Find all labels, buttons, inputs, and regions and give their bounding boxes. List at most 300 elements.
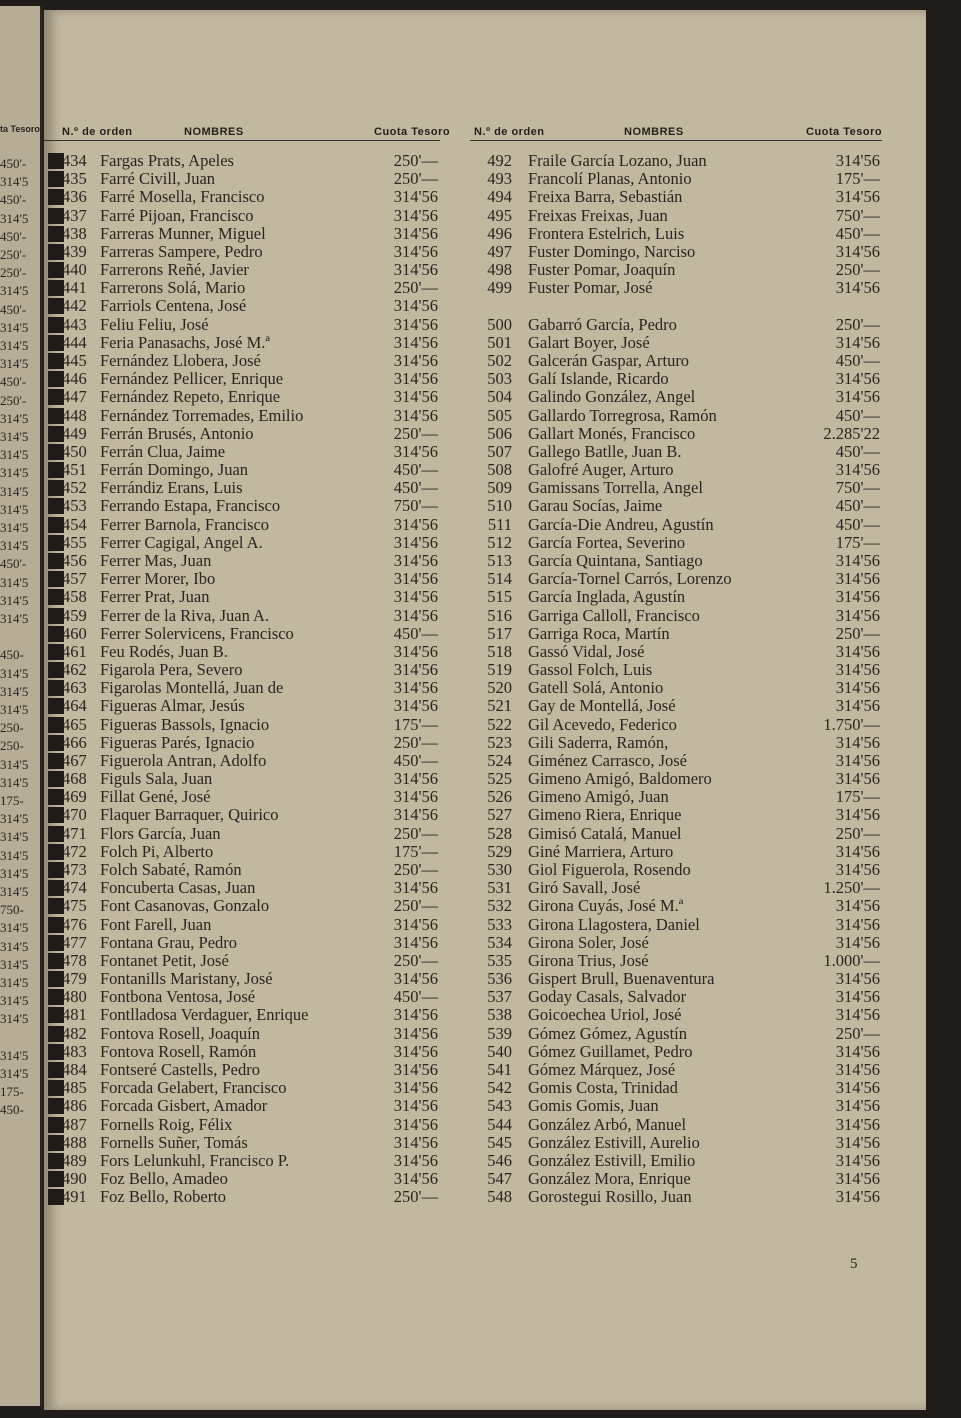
quota-amount: 314'56 xyxy=(835,841,880,861)
list-item xyxy=(46,425,452,443)
list-item xyxy=(470,261,880,279)
order-number: 477 xyxy=(62,932,87,952)
quota-amount: 1.750'— xyxy=(823,714,880,734)
member-name: García-Die Andreu, Agustín xyxy=(528,514,714,534)
quota-amount: 314'56 xyxy=(393,1150,438,1170)
quota-amount: 314'56 xyxy=(393,969,438,989)
quota-amount: 314'56 xyxy=(835,732,880,752)
list-item xyxy=(46,1134,452,1152)
member-name: Galofré Auger, Arturo xyxy=(528,460,674,480)
order-number: 508 xyxy=(487,460,512,480)
previous-page-amount: 314'5 xyxy=(0,975,29,990)
quota-amount: 314'56 xyxy=(835,151,880,170)
member-name: Foncuberta Casas, Juan xyxy=(100,878,256,898)
order-number: 529 xyxy=(487,841,512,861)
list-item xyxy=(470,734,880,752)
member-name: Farré Civill, Juan xyxy=(100,169,216,189)
order-number: 514 xyxy=(487,569,512,589)
order-number: 439 xyxy=(62,241,87,261)
quota-amount: 250'— xyxy=(393,1187,438,1207)
list-item xyxy=(470,879,880,897)
member-name: Figuerola Antran, Adolfo xyxy=(100,750,267,770)
order-number: 458 xyxy=(62,587,87,607)
quota-amount: 314'56 xyxy=(835,914,880,934)
order-number: 489 xyxy=(62,1150,87,1170)
list-item xyxy=(46,643,452,661)
quota-amount: 314'56 xyxy=(835,1132,880,1152)
list-item xyxy=(46,279,452,297)
quota-header-right: Cuota Tesoro xyxy=(806,126,883,138)
order-number: 452 xyxy=(62,478,87,498)
quota-amount: 314'56 xyxy=(393,241,438,261)
list-item xyxy=(470,1188,880,1206)
member-name: Ferrer de la Riva, Juan A. xyxy=(100,605,270,625)
order-number: 526 xyxy=(487,787,512,807)
quota-amount: 450'— xyxy=(835,223,880,243)
member-name: Flors García, Juan xyxy=(100,823,221,843)
order-number: 496 xyxy=(487,223,512,243)
member-name: García Fortea, Severino xyxy=(528,532,686,552)
order-number: 460 xyxy=(62,623,87,643)
member-name: Galindo González, Angel xyxy=(528,387,696,407)
order-number: 527 xyxy=(487,805,512,825)
list-item xyxy=(470,388,880,406)
order-number: 538 xyxy=(487,1005,512,1025)
list-item xyxy=(46,1116,452,1134)
order-number: 532 xyxy=(487,896,512,916)
member-name: Fontova Rosell, Ramón xyxy=(100,1041,257,1061)
order-number: 453 xyxy=(62,496,87,516)
previous-page-amount: 450'- xyxy=(0,192,27,208)
order-number: 502 xyxy=(487,350,512,370)
quota-amount: 314'56 xyxy=(835,1150,880,1170)
member-name: Folch Pi, Alberto xyxy=(100,841,214,861)
member-name: Figuls Sala, Juan xyxy=(100,769,213,789)
order-number: 536 xyxy=(487,969,512,989)
header-rule-left xyxy=(44,140,440,141)
quota-amount: 314'56 xyxy=(393,805,438,825)
order-number: 541 xyxy=(487,1060,512,1079)
member-name: Francolí Planas, Antonio xyxy=(528,169,692,189)
order-number: 506 xyxy=(487,423,512,443)
list-item xyxy=(470,243,880,261)
quota-amount: 175'— xyxy=(393,841,438,861)
order-number: 484 xyxy=(62,1060,87,1079)
member-name: Farré Pijoan, Francisco xyxy=(100,205,254,225)
member-name: Fontova Rosell, Joaquín xyxy=(100,1023,260,1043)
member-name: González Estivill, Aurelio xyxy=(528,1132,700,1152)
list-item xyxy=(470,534,880,552)
member-name: Gomis Gomis, Juan xyxy=(528,1096,659,1116)
member-name: Font Farell, Juan xyxy=(100,914,212,934)
order-number: 510 xyxy=(487,496,512,516)
member-name: Goicoechea Uriol, José xyxy=(528,1005,682,1025)
quota-amount: 450'— xyxy=(393,623,438,643)
order-number: 463 xyxy=(62,678,87,698)
list-item xyxy=(470,643,880,661)
member-name: Freixa Barra, Sebastián xyxy=(528,187,683,207)
order-number: 524 xyxy=(487,750,512,770)
quota-amount: 250'— xyxy=(393,860,438,880)
member-name: Ferrán Brusés, Antonio xyxy=(100,423,254,443)
order-number: 469 xyxy=(62,787,87,807)
previous-page-amount: 314'5 xyxy=(0,884,29,899)
list-item xyxy=(46,1188,452,1206)
previous-page-amount: 250- xyxy=(0,738,24,754)
quota-amount: 314'56 xyxy=(835,241,880,261)
previous-page-amount: 314'5 xyxy=(0,465,29,481)
quota-amount: 450'— xyxy=(393,460,438,480)
quota-amount: 314'56 xyxy=(393,314,438,334)
order-number: 518 xyxy=(487,641,512,661)
quota-amount: 450'— xyxy=(835,405,880,425)
order-number: 490 xyxy=(62,1169,87,1189)
quota-amount: 314'56 xyxy=(393,605,438,625)
member-name: Feu Rodés, Juan B. xyxy=(100,641,228,661)
order-number: 515 xyxy=(487,587,512,607)
list-item xyxy=(470,170,880,188)
list-item xyxy=(470,1006,880,1024)
list-item xyxy=(46,843,452,861)
previous-page-amount: 314'5 xyxy=(0,920,29,936)
quota-amount: 314'56 xyxy=(835,696,880,716)
list-item xyxy=(46,352,452,370)
order-number: 505 xyxy=(487,405,512,425)
member-name: Gomis Costa, Trinidad xyxy=(528,1078,678,1098)
order-number: 545 xyxy=(487,1132,512,1152)
list-item xyxy=(46,334,452,352)
member-name: Gallart Monés, Francisco xyxy=(528,423,696,443)
list-item xyxy=(470,970,880,988)
previous-page-edge xyxy=(0,6,43,1406)
list-item xyxy=(46,861,452,879)
quota-amount: 250'— xyxy=(393,896,438,916)
quota-amount: 250'— xyxy=(393,950,438,970)
list-item xyxy=(46,370,452,388)
order-number: 547 xyxy=(487,1169,512,1189)
list-item xyxy=(470,552,880,570)
list-item xyxy=(46,243,452,261)
member-name: Fontanills Maristany, José xyxy=(100,969,273,989)
quota-amount: 314'56 xyxy=(393,1132,438,1152)
order-number: 446 xyxy=(62,369,87,389)
member-name: Gimeno Riera, Enrique xyxy=(528,805,682,825)
quota-amount: 314'56 xyxy=(835,460,880,480)
order-number: 470 xyxy=(62,805,87,825)
order-number: 516 xyxy=(487,605,512,625)
order-number: 444 xyxy=(62,332,87,352)
previous-page-amount: 314'5 xyxy=(0,702,29,717)
order-number: 449 xyxy=(62,423,87,443)
list-item xyxy=(46,534,452,552)
order-number: 544 xyxy=(487,1114,512,1134)
quota-amount: 314'56 xyxy=(835,569,880,589)
quota-amount: 314'56 xyxy=(393,660,438,680)
member-name: Gómez Guillamet, Pedro xyxy=(528,1041,693,1061)
quota-amount: 314'56 xyxy=(393,914,438,934)
list-item xyxy=(46,625,452,643)
order-number: 513 xyxy=(487,550,512,570)
member-name: Figarolas Montellá, Juan de xyxy=(100,678,284,698)
list-item xyxy=(46,497,452,515)
quota-amount: 314'56 xyxy=(393,514,438,534)
order-number: 487 xyxy=(62,1114,87,1134)
list-item xyxy=(470,1061,880,1079)
order-number: 537 xyxy=(487,987,512,1007)
member-name: Freixas Freixas, Juan xyxy=(528,205,668,225)
list-item xyxy=(46,952,452,970)
quota-amount: 314'56 xyxy=(393,1023,438,1043)
previous-page-amount: 314'5 xyxy=(0,993,29,1009)
list-item xyxy=(470,1043,880,1061)
quota-amount: 314'56 xyxy=(393,769,438,789)
order-number: 441 xyxy=(62,278,87,298)
previous-page-amount xyxy=(0,1030,36,1046)
previous-page-amount: 450'- xyxy=(0,156,27,171)
list-item xyxy=(470,697,880,715)
order-number: 517 xyxy=(487,623,512,643)
member-name: Frontera Estelrich, Luis xyxy=(528,223,685,243)
order-number: 485 xyxy=(62,1078,87,1098)
quota-amount: 314'56 xyxy=(835,1114,880,1134)
list-item xyxy=(46,570,452,588)
list-item xyxy=(470,570,880,588)
quota-amount: 450'— xyxy=(835,514,880,534)
order-number: 497 xyxy=(487,241,512,261)
list-item xyxy=(46,170,452,188)
member-name: Figueras Almar, Jesús xyxy=(100,696,245,716)
list-item xyxy=(46,806,452,824)
member-name: Gómez Gómez, Agustín xyxy=(528,1023,688,1043)
member-name: Farreras Munner, Miguel xyxy=(100,223,266,243)
quota-amount: 450'— xyxy=(393,987,438,1007)
list-item xyxy=(46,152,452,170)
quota-amount: 314'56 xyxy=(393,1169,438,1189)
order-number: 507 xyxy=(487,441,512,461)
quota-amount: 314'56 xyxy=(835,1041,880,1061)
header-rule-right xyxy=(470,140,882,141)
previous-page-amount xyxy=(0,629,36,645)
quota-amount: 314'56 xyxy=(835,641,880,661)
list-item xyxy=(46,825,452,843)
quota-amount: 314'56 xyxy=(835,369,880,389)
member-name: Gimeno Amigó, Juan xyxy=(528,787,669,807)
previous-page-amount: 314'5 xyxy=(0,338,29,353)
previous-page-amount: 314'5 xyxy=(0,865,29,881)
list-item xyxy=(46,970,452,988)
list-item xyxy=(46,988,452,1006)
quota-amount: 450'— xyxy=(393,478,438,498)
member-name: Gómez Márquez, José xyxy=(528,1060,676,1079)
list-item xyxy=(470,752,880,770)
order-number: 503 xyxy=(487,369,512,389)
list-item xyxy=(470,297,880,315)
member-name: Gamissans Torrella, Angel xyxy=(528,478,703,498)
previous-page-amount: 450- xyxy=(0,1102,24,1118)
order-number: 456 xyxy=(62,550,87,570)
member-name: Feliu Feliu, José xyxy=(100,314,209,334)
previous-page-amount: 450'- xyxy=(0,374,27,390)
member-name: Ferrer Prat, Juan xyxy=(100,587,210,607)
list-item xyxy=(470,916,880,934)
quota-amount: 250'— xyxy=(835,1023,880,1043)
quota-amount: 250'— xyxy=(835,314,880,334)
order-number: 491 xyxy=(62,1187,87,1207)
member-name: Fontanet Petit, José xyxy=(100,950,229,970)
quota-amount: 175'— xyxy=(393,714,438,734)
quota-amount: 250'— xyxy=(393,278,438,298)
list-item xyxy=(46,207,452,225)
member-name: Gatell Solá, Antonio xyxy=(528,678,664,698)
member-name: González Mora, Enrique xyxy=(528,1169,691,1189)
order-number: 472 xyxy=(62,841,87,861)
order-number: 540 xyxy=(487,1041,512,1061)
quota-amount: 750'— xyxy=(393,496,438,516)
previous-page-amount: 314'5 xyxy=(0,356,29,372)
member-name: Fontlladosa Verdaguer, Enrique xyxy=(100,1005,309,1025)
order-number: 520 xyxy=(487,678,512,698)
list-item xyxy=(470,1025,880,1043)
previous-page-amount: 750- xyxy=(0,902,24,918)
previous-page-amount: 314'5 xyxy=(0,501,29,517)
list-item xyxy=(46,588,452,606)
member-name: Fuster Pomar, José xyxy=(528,278,653,298)
member-name: Fornells Suñer, Tomás xyxy=(100,1132,248,1152)
member-name: Fernández Llobera, José xyxy=(100,350,261,370)
member-name: Ferrán Clua, Jaime xyxy=(100,441,226,461)
quota-amount: 314'56 xyxy=(393,205,438,225)
list-item xyxy=(470,679,880,697)
list-item xyxy=(46,388,452,406)
list-item xyxy=(46,716,452,734)
quota-amount: 314'56 xyxy=(393,1114,438,1134)
list-item xyxy=(470,952,880,970)
order-number: 464 xyxy=(62,696,87,716)
previous-page-amount: 314'5 xyxy=(0,483,29,499)
list-item xyxy=(46,225,452,243)
list-item xyxy=(46,1061,452,1079)
member-name: Fornells Roig, Félix xyxy=(100,1114,233,1134)
member-name: Galí Islande, Ricardo xyxy=(528,369,669,389)
order-number: 509 xyxy=(487,478,512,498)
member-name: Fernández Pellicer, Enrique xyxy=(100,369,284,389)
quota-amount: 450'— xyxy=(393,750,438,770)
quota-amount: 314'56 xyxy=(835,1078,880,1098)
quota-amount: 314'56 xyxy=(835,678,880,698)
order-number: 486 xyxy=(62,1096,87,1116)
order-number: 523 xyxy=(487,732,512,752)
previous-page-amount: 250'- xyxy=(0,392,27,408)
order-number: 474 xyxy=(62,878,87,898)
previous-page-amount: 314'5 xyxy=(0,811,29,827)
member-name: Fuster Pomar, Joaquín xyxy=(528,260,676,280)
list-item xyxy=(46,897,452,915)
list-item xyxy=(46,479,452,497)
order-number: 528 xyxy=(487,823,512,843)
quota-amount: 250'— xyxy=(393,169,438,189)
order-number: 504 xyxy=(487,387,512,407)
order-number: 530 xyxy=(487,860,512,880)
member-name: Fors Lelunkuhl, Francisco P. xyxy=(100,1150,290,1170)
previous-page-amount: 314'5 xyxy=(0,210,29,226)
quota-amount: 314'56 xyxy=(835,387,880,407)
quota-amount: 450'— xyxy=(835,496,880,516)
order-number: 437 xyxy=(62,205,87,225)
member-name: González Estivill, Emilio xyxy=(528,1150,696,1170)
list-item xyxy=(470,516,880,534)
quota-amount: 314'56 xyxy=(393,1005,438,1025)
member-name: González Arbó, Manuel xyxy=(528,1114,687,1134)
list-item xyxy=(470,279,880,297)
member-name: Girona Soler, José xyxy=(528,932,649,952)
order-number: 480 xyxy=(62,987,87,1007)
list-item xyxy=(46,916,452,934)
order-number: 450 xyxy=(62,441,87,461)
quota-amount: 314'56 xyxy=(393,678,438,698)
member-name: Gassó Vidal, José xyxy=(528,641,645,661)
order-number: 499 xyxy=(487,278,512,298)
member-name: Ferrer Mas, Juan xyxy=(100,550,212,570)
member-name: Gassol Folch, Luis xyxy=(528,660,653,680)
quota-amount: 314'56 xyxy=(835,660,880,680)
order-number: 539 xyxy=(487,1023,512,1043)
quota-amount: 450'— xyxy=(835,350,880,370)
member-name: Font Casanovas, Gonzalo xyxy=(100,896,270,916)
previous-page-amount: 314'5 xyxy=(0,847,29,863)
quota-amount: 750'— xyxy=(835,478,880,498)
quota-amount: 314'56 xyxy=(393,260,438,280)
list-item xyxy=(470,443,880,461)
list-item xyxy=(470,1097,880,1115)
previous-page-amount: 314'5 xyxy=(0,574,29,590)
member-name: Figueras Bassols, Ignacio xyxy=(100,714,270,734)
member-name: Farré Mosella, Francisco xyxy=(100,187,265,207)
quota-amount: 250'— xyxy=(393,823,438,843)
order-header-right: N.º de orden xyxy=(474,126,545,138)
order-number: 519 xyxy=(487,660,512,680)
member-name: Farriols Centena, José xyxy=(100,296,247,316)
list-item xyxy=(46,1170,452,1188)
member-name: García-Tornel Carrós, Lorenzo xyxy=(528,569,732,589)
member-name: Gispert Brull, Buenaventura xyxy=(528,969,715,989)
order-number: 473 xyxy=(62,860,87,880)
quota-amount: 314'56 xyxy=(393,350,438,370)
order-number: 465 xyxy=(62,714,87,734)
previous-page-amount: 314'5 xyxy=(0,283,29,299)
previous-page-amount: 450- xyxy=(0,647,24,663)
list-item xyxy=(470,897,880,915)
member-name: Gay de Montellá, José xyxy=(528,696,676,716)
member-name: Folch Sabaté, Ramón xyxy=(100,860,242,880)
member-name: Fernández Torremades, Emilio xyxy=(100,405,304,425)
member-name: Gallardo Torregrosa, Ramón xyxy=(528,405,717,425)
list-item xyxy=(470,1134,880,1152)
quota-amount: 314'56 xyxy=(835,932,880,952)
quota-amount: 314'56 xyxy=(393,641,438,661)
quota-amount: 314'56 xyxy=(835,769,880,789)
quota-amount: 314'56 xyxy=(835,969,880,989)
previous-page-amount: 314'5 xyxy=(0,319,29,335)
previous-page-amount: 175- xyxy=(0,1084,24,1100)
list-item xyxy=(46,261,452,279)
previous-page-amount: 450'- xyxy=(0,228,27,244)
order-number: 457 xyxy=(62,569,87,589)
quota-amount: 314'56 xyxy=(835,860,880,880)
order-number: 435 xyxy=(62,169,87,189)
previous-page-amount: 175- xyxy=(0,793,24,808)
list-item xyxy=(46,1006,452,1024)
member-name: García Quintana, Santiago xyxy=(528,550,703,570)
